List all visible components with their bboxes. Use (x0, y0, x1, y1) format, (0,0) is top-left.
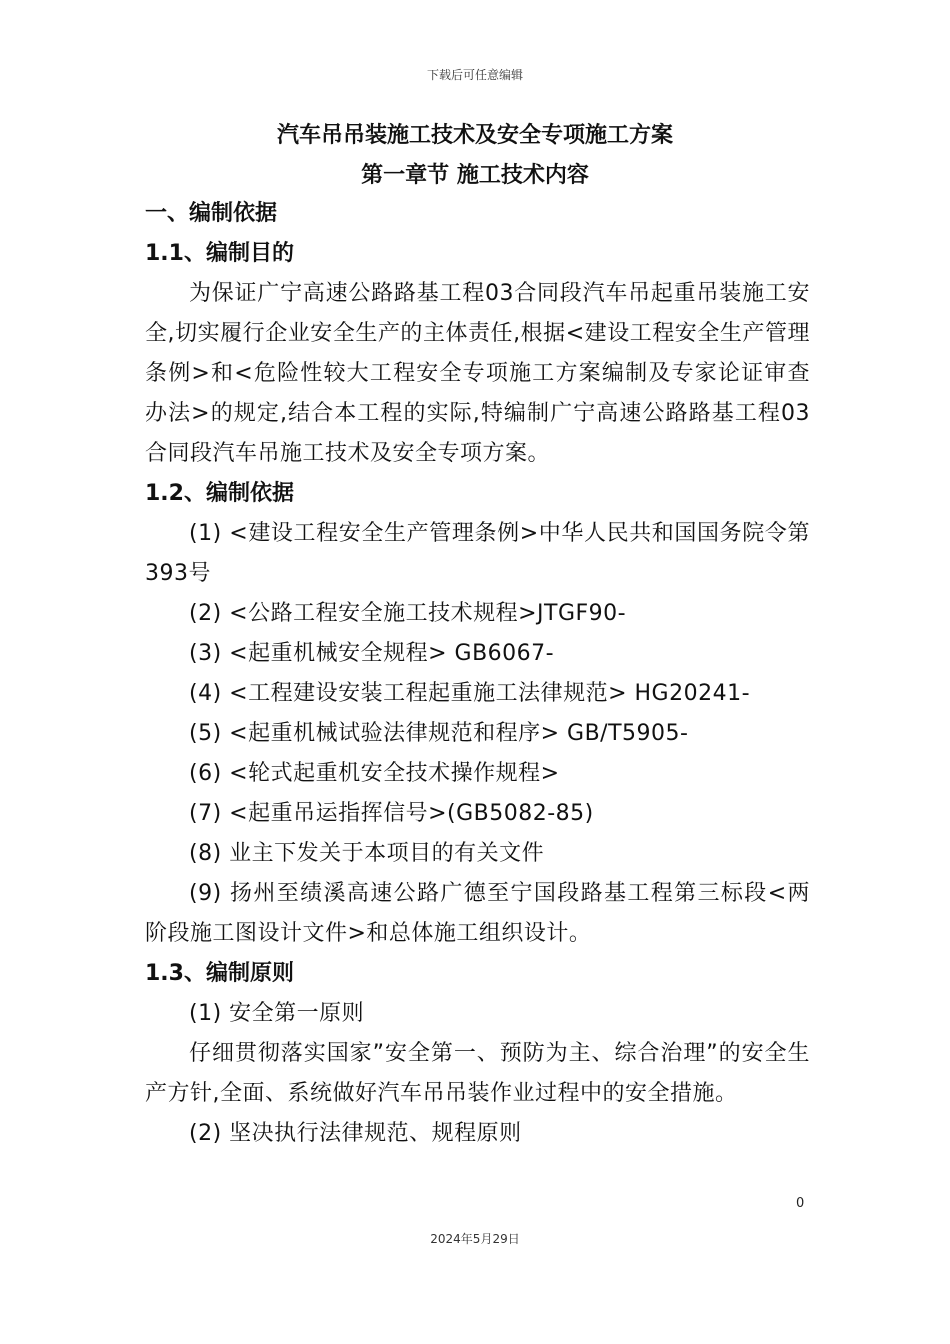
list-item-basis-6: (6) <轮式起重机安全技术操作规程> (189, 761, 560, 786)
list-item-basis-3: (3) <起重机械安全规程> GB6067- (189, 641, 555, 666)
list-item-principle-2: (2) 坚决执行法律规范、规程原则 (189, 1121, 522, 1146)
document-title: 汽车吊吊装施工技术及安全专项施工方案 (276, 123, 673, 148)
section-heading-1-3: 1.3、编制原则 (145, 961, 294, 986)
list-item-basis-1: (1) <建设工程安全生产管理条例>中华人民共和国国务院令第393号 (145, 521, 810, 586)
document-body (145, 194, 810, 1154)
list-item-principle-1: (1) 安全第一原则 (189, 1001, 365, 1026)
list-item-basis-4: (4) <工程建设安装工程起重施工法律规范> HG20241- (189, 681, 751, 706)
header-note: 下载后可任意编辑 (426, 68, 523, 82)
section-heading-1-1: 1.1、编制目的 (145, 241, 294, 266)
section-heading-1: 一、编制依据 (145, 201, 278, 226)
paragraph-principle-1: 仔细贯彻落实国家”安全第一、预防为主、综合治理”的安全生产方针,全面、系统做好汽车吊吊装作业过程中的安全措施。 (145, 1041, 810, 1106)
page-number: 0 (796, 1196, 805, 1211)
list-item-basis-8: (8) 业主下发关于本项目的有关文件 (189, 841, 545, 866)
list-item-basis-7: (7) <起重吊运指挥信号>(GB5082-85) (189, 801, 594, 826)
paragraph-purpose: 为保证广宁高速公路路基工程03合同段汽车吊起重吊装施工安全,切实履行企业安全生产的主体责任,根据<建设工程安全生产管理条例>和<危险性较大工程安全专项施工方案编制及专家论证审查办法>的规定,结合本工程的实际,特编制广宁高速公路路基工程03合同段汽车吊施工技术及安全专项方案。 (145, 281, 810, 466)
list-item-basis-2: (2) <公路工程安全施工技术规程>JTGF90- (189, 601, 627, 626)
list-item-basis-9: (9) 扬州至绩溪高速公路广德至宁国段路基工程第三标段<两阶段施工图设计文件>和总体施工组织设计。 (145, 881, 810, 946)
footer-date: 2024年5月29日 (430, 1232, 520, 1246)
list-item-basis-5: (5) <起重机械试验法律规范和程序> GB/T5905- (189, 721, 689, 746)
chapter-title: 第一章节 施工技术内容 (361, 163, 589, 188)
section-heading-1-2: 1.2、编制依据 (145, 481, 294, 506)
